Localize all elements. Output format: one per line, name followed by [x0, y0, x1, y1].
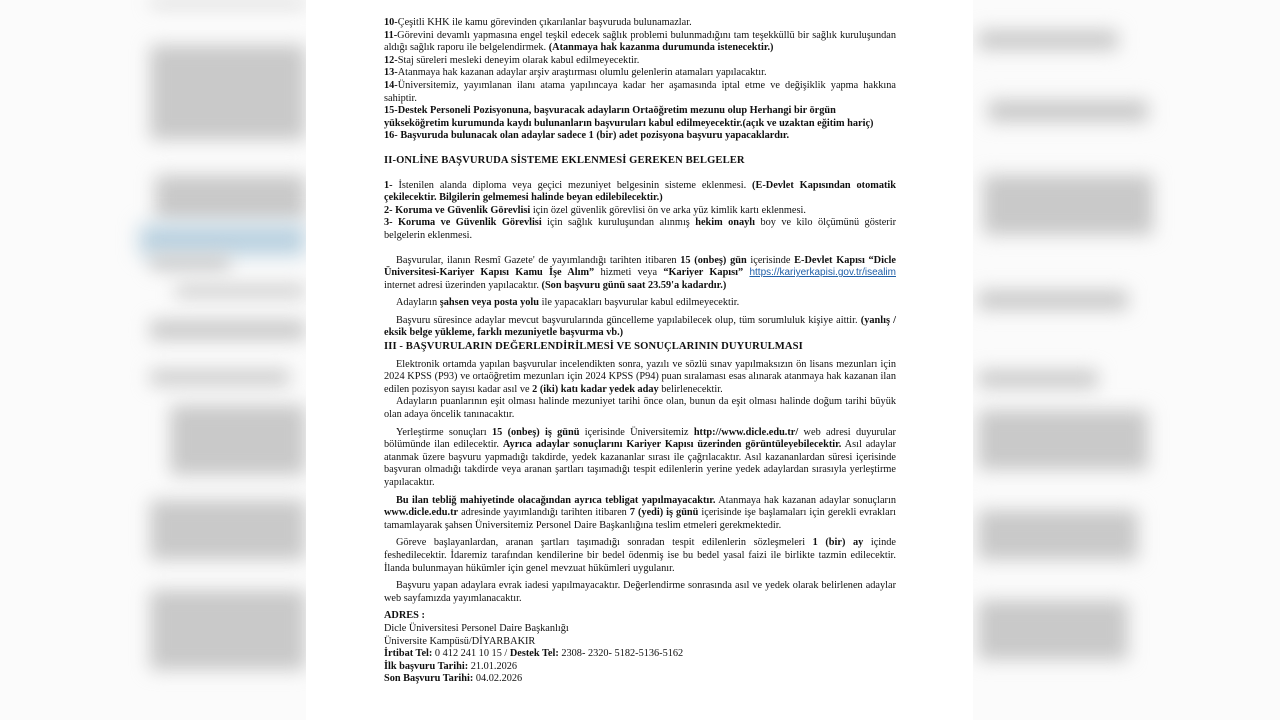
first-application-date: İlk başvuru Tarihi: 21.01.2026 [384, 660, 518, 672]
section-2-item-1: 1- İstenilen alanda diploma veya geçici mezuniyet belgesinin sisteme eklenmesi. (E-Devlet Kapısından otomatik çekilecektir. Bilgilerin gelmemesi halinde beyan edilebilecektir.) [384, 179, 896, 204]
evaluation-paragraph: Elektronik ortamda yapılan başvurular incelendikten sonra, yazılı ve sözlü sınav yapılmaksızın ön lisans mezunları için 2024 KPSS (P93) ve ortaöğretim mezunları için 2024 KPSS (P94) puan sıralaması esas alınarak atanmaya hak kazanan ilan edilen pozisyon sayısı kadar asıl ve 2 (iki) katı kadar yedek aday belirlenecektir. [384, 358, 896, 395]
termination-paragraph: Göreve başlayanlardan, aranan şartları taşımadığı sonradan tespit edilenlerin sözleşmeleri 1 (bir) ay içinde feshedilecektir. İdaremiz tarafından kendilerine bir bedel ödenmiş ise bu bedel yasal faizi ile birlikte tazmin edilecektir. İlanda bulunmayan hükümler için genel mevzuat hükümleri uygulanır. [384, 537, 896, 574]
section-3-heading: III - BAŞVURULARIN DEĞERLENDİRİLMESİ VE SONUÇLARININ DUYURULMASI [384, 341, 803, 353]
document-return-paragraph: Başvuru yapan adaylara evrak iadesi yapılmayacaktır. Değerlendirme sonrasında asıl ve yedek olarak belirlenen adaylar web sayfamızda yayımlanacaktır. [384, 580, 896, 604]
section-2-heading: II-ONLİNE BAŞVURUDA SİSTEME EKLENMESİ GEREKEN BELGELER [384, 154, 745, 166]
address-line-2: Üniversite Kampüsü/DİYARBAKIR [384, 635, 536, 647]
last-application-date: Son Başvuru Tarihi: 04.02.2026 [384, 673, 523, 685]
blurred-background-left [0, 0, 306, 720]
placement-results-paragraph: Yerleştirme sonuçları 15 (onbeş) iş günü içerisinde Üniversitemiz http://www.dicle.edu.tr/ web adresi duyurular bölümünde ilan edilecektir. Ayrıca adaylar sonuçlarını Kariyer Kapısı üzerinden görüntüleyebilecektir. Asıl adaylar atanmak üzere başvuru yapmadığı takdirde, yedek kazananlar sırası ile çağrılacaktır. Asıl kazananlardan süresi içerisinde başvuran olmadığı takdirde veya aranan şartları taşımadığı tespit edilenlerin yerine yedek adaylardan sırasıyla yerleştirme yapılacaktır. [384, 426, 897, 488]
address-label: ADRES : [384, 610, 425, 622]
item-14: 14-Üniversitemiz, yayımlanan ilanı atama yapılıncaya kadar her aşamasında iptal etme ve değişiklik yapma hakkına sahiptir. [384, 79, 896, 104]
item-15: 15-Destek Personeli Pozisyonuna, başvuracak adayların Ortaöğretim mezunu olup Herhangi bir örgün yükseköğretim kurumunda kaydı bulunanların başvuruları kabul edilmeyecektir.(açık ve uzaktan eğitim hariç) [384, 105, 874, 129]
address-block [384, 610, 896, 686]
document-page [306, 0, 973, 720]
in-person-notice: Adayların şahsen veya posta yolu ile yapacakları başvurular kabul edilmeyecektir. [396, 297, 740, 309]
notification-paragraph: Bu ilan tebliğ mahiyetinde olacağından ayrıca tebligat yapılmayacaktır. Atanmaya hak kazanan adaylar sonuçların www.dicle.edu.tr adresinde yayımlandığı tarihten itibaren 7 (yedi) iş günü içerisinde işe başlamaları için gerekli evrakları tamamlayarak şahsen Üniversitemiz Personel Daire Başkanlığına teslim etmeleri gerekmektedir. [384, 494, 897, 531]
update-notice: Başvuru süresince adaylar mevcut başvurularında güncelleme yapılabilecek olup, tüm sorumluluk kişiye aittir. (yanlış / eksik belge yükleme, farklı mezuniyetle başvurma vb.) [384, 314, 897, 339]
tie-break-paragraph: Adayların puanlarının eşit olması halinde mezuniyet tarihi önce olan, bunun da eşit olması halinde doğum tarihi büyük olan adaya öncelik tanınacaktır. [384, 396, 896, 421]
item-13: 13-Atanmaya hak kazanan adaylar arşiv araştırması olumlu gelenlerin atamaları yapılacaktır. [384, 67, 767, 79]
item-10: 10-Çeşitli KHK ile kamu görevinden çıkarılanlar başvuruda bulunamazlar. [384, 17, 692, 28]
item-11: 11-Görevini devamlı yapmasına engel teşkil edecek sağlık problemi bulunmadığını tam teşekküllü bir sağlık kuruluşundan aldığı sağlık raporu ile belgelendirmek. (Atanmaya hak kazanma durumunda istenecektir.) [384, 29, 896, 54]
section-2-item-2: 2- Koruma ve Güvenlik Görevlisi için özel güvenlik görevlisi ön ve arka yüz kimlik kartı eklenmesi. [384, 204, 806, 216]
item-12: 12-Staj süreleri mesleki deneyim olarak kabul edilmeyecektir. [384, 54, 640, 66]
blurred-background-right [973, 0, 1280, 720]
item-16: 16- Başvuruda bulunacak olan adaylar sadece 1 (bir) adet pozisyona başvuru yapacaklardır. [384, 130, 790, 142]
kariyer-kapisi-link[interactable]: https://kariyerkapisi.gov.tr/isealim [749, 267, 896, 279]
document-content [384, 17, 896, 686]
application-paragraph: Başvurular, ilanın Resmî Gazete' de yayımlandığı tarihten itibaren 15 (onbeş) gün içerisinde E-Devlet Kapısı “Dicle Üniversitesi-Kariyer Kapısı Kamu İşe Alım” hizmeti veya “Kariyer Kapısı” https://kariyerkapisi.gov.tr/isealim internet adresi üzerinden yapılacaktır. (Son başvuru günü saat 23.59'a kadardır.) [384, 254, 896, 291]
address-line-1: Dicle Üniversitesi Personel Daire Başkanlığı [384, 622, 569, 634]
contact-phones: İrtibat Tel: 0 412 241 10 15 / Destek Tel: 2308- 2320- 5182-5136-5162 [384, 648, 684, 660]
section-2-item-3: 3- Koruma ve Güvenlik Görevlisi için sağlık kuruluşundan alınmış hekim onaylı boy ve kilo ölçümünü gösterir belgelerin eklenmesi. [384, 217, 897, 241]
